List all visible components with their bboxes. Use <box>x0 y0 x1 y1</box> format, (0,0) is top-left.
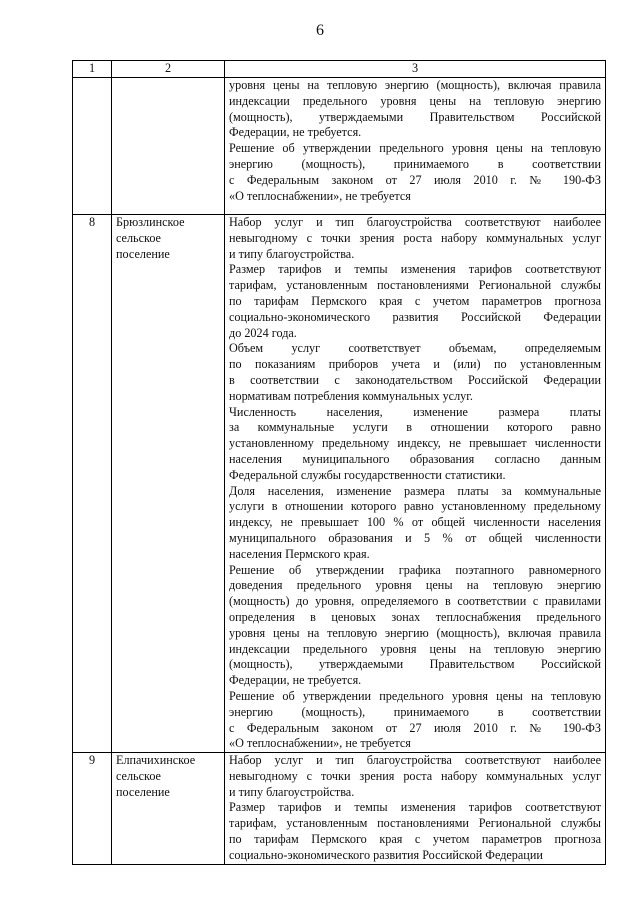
text-line: социально-экономического развития Российской Федерации <box>229 847 543 862</box>
text-line: Численность населения, изменение размера платы <box>229 404 601 419</box>
text-line: и типу благоустройства. <box>229 246 355 261</box>
text-line: Размер тарифов и темпы изменения тарифов соответствуют <box>229 800 601 815</box>
settlement-name-line: сельское <box>116 230 161 245</box>
description-paragraph <box>229 753 601 800</box>
text-line: муниципального образования и 5 % от общей численности <box>229 530 601 545</box>
text-line: энергию (мощность), принимаемого в соответствии <box>229 704 601 719</box>
text-line: по тарифам Пермского края с учетом параметров прогноза <box>229 832 601 847</box>
text-line: за коммунальные услуги в отношении которого равно <box>229 420 601 435</box>
settlement-name-cell <box>112 753 225 865</box>
table-row <box>73 753 606 865</box>
text-line: невыгодному с точки зрения роста набору коммунальных услуг <box>229 230 601 245</box>
text-line: Федерации, не требуется. <box>229 673 362 688</box>
description-paragraph <box>229 141 601 204</box>
text-line: Федерации, не требуется. <box>229 125 362 140</box>
text-line: «О теплоснабжении», не требуется <box>229 736 411 751</box>
text-line: Доля населения, изменение размера платы за коммунальные <box>229 483 601 498</box>
text-line: Объем услуг соответствует объемам, определяемым <box>229 341 601 356</box>
text-line: Решение об утверждении предельного уровня цены на тепловую <box>229 688 601 703</box>
settlement-name-line: Брюзлинское <box>116 215 185 229</box>
text-line: населения Пермского края. <box>229 546 370 561</box>
text-line: до 2024 года. <box>229 325 297 340</box>
text-line: по показаниям приборов учета и (или) по установленным <box>229 357 601 372</box>
page-number: 6 <box>316 22 324 39</box>
text-line: (мощность) до уровня, определяемого в соответствии с правилами <box>229 594 601 609</box>
description-paragraph <box>229 689 601 752</box>
description-paragraph <box>229 78 601 141</box>
row-number-cell: 9 <box>73 753 112 865</box>
table-row <box>73 78 606 215</box>
text-line: нормативам потребления коммунальных услуг. <box>229 388 473 403</box>
description-cell <box>225 78 606 215</box>
column-header-2: 2 <box>112 61 225 78</box>
text-line: уровня цены на тепловую энергию (мощность), включая правила <box>229 78 601 92</box>
description-cell <box>225 753 606 865</box>
text-line: тарифам, установленным постановлениями Региональной службы <box>229 816 601 831</box>
settlement-name-line: поселение <box>116 784 170 799</box>
description-paragraph <box>229 215 601 262</box>
row-number-cell: 8 <box>73 215 112 753</box>
settlement-name-line: поселение <box>116 246 170 261</box>
text-line: Размер тарифов и темпы изменения тарифов соответствуют <box>229 262 601 277</box>
text-line: с Федеральным законом от 27 июля 2010 г. № 190-ФЗ <box>229 172 601 187</box>
text-line: определения в ценовых зонах теплоснабжения предельного <box>229 609 601 624</box>
settlement-name-cell <box>112 78 225 215</box>
text-line: (мощность), утверждаемыми Правительством Российской <box>229 109 601 124</box>
description-paragraph <box>229 341 601 404</box>
row-number-cell <box>73 78 112 215</box>
description-cell <box>225 215 606 753</box>
table-body <box>73 78 606 865</box>
text-line: с Федеральным законом от 27 июля 2010 г. № 190-ФЗ <box>229 720 601 735</box>
text-line: (мощность), утверждаемыми Правительством Российской <box>229 657 601 672</box>
description-paragraph <box>229 405 601 484</box>
text-line: энергию (мощность), принимаемого в соответствии <box>229 156 601 171</box>
column-header-3: 3 <box>225 61 606 78</box>
description-paragraph <box>229 563 601 689</box>
text-line: по тарифам Пермского края с учетом параметров прогноза <box>229 293 601 308</box>
settlement-name-cell <box>112 215 225 753</box>
text-line: «О теплоснабжении», не требуется <box>229 188 411 203</box>
text-line: индексу, не превышает 100 % от общей численности населения <box>229 515 601 530</box>
text-line: Федеральной службы государственности статистики. <box>229 467 506 482</box>
table-header-row <box>73 61 606 78</box>
description-paragraph <box>229 262 601 341</box>
text-line: Набор услуг и тип благоустройства соответствуют наиболее <box>229 753 601 768</box>
text-line: индексации предельного уровня цены на тепловую энергию <box>229 93 601 108</box>
text-line: услуги в отношении которого равно установленному предельному <box>229 499 601 514</box>
text-line: уровня цены на тепловую энергию (мощность), включая правила <box>229 625 601 640</box>
text-line: населения муниципального образования согласно данным <box>229 451 601 466</box>
column-header-1: 1 <box>73 61 112 78</box>
text-line: установленному предельному индексу, не превышает численности <box>229 436 601 451</box>
settlement-name-line: сельское <box>116 768 161 783</box>
document-table <box>72 60 606 865</box>
text-line: в соответствии с законодательством Российской Федерации <box>229 372 601 387</box>
settlement-name-line: Елпачихинское <box>116 753 196 768</box>
text-line: Решение об утверждении графика поэтапного равномерного <box>229 562 601 577</box>
description-paragraph <box>229 800 601 863</box>
text-line: индексации предельного уровня цены на тепловую энергию <box>229 641 601 656</box>
text-line: и типу благоустройства. <box>229 784 355 799</box>
text-line: тарифам, установленным постановлениями Региональной службы <box>229 278 601 293</box>
description-paragraph <box>229 484 601 563</box>
text-line: Набор услуг и тип благоустройства соответствуют наиболее <box>229 215 601 229</box>
table-row <box>73 215 606 753</box>
text-line: социально-экономического развития Российской Федерации <box>229 309 601 324</box>
text-line: Решение об утверждении предельного уровня цены на тепловую <box>229 141 601 156</box>
text-line: невыгодному с точки зрения роста набору коммунальных услуг <box>229 768 601 783</box>
text-line: доведения предельного уровня цены на тепловую энергию <box>229 578 601 593</box>
